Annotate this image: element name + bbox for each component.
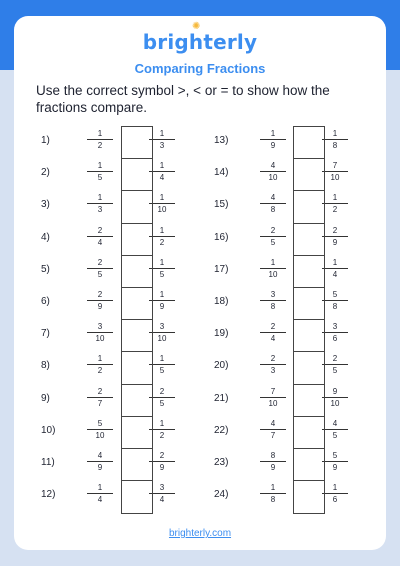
problem-number: 11)	[41, 457, 55, 468]
numerator: 1	[149, 193, 175, 204]
fraction-left	[87, 483, 113, 505]
fraction-left	[260, 258, 286, 280]
denominator: 7	[97, 398, 103, 408]
fraction-left	[260, 322, 286, 344]
denominator: 10	[157, 334, 167, 344]
fraction-right	[322, 354, 348, 376]
problem-number: 10)	[41, 424, 56, 436]
fraction-left	[87, 322, 113, 344]
denominator: 9	[159, 302, 165, 311]
fraction-left	[260, 354, 286, 376]
denominator: 5	[332, 430, 338, 440]
numerator: 7	[260, 387, 286, 398]
footer-link[interactable]: brighterly.com	[168, 528, 232, 539]
answer-box[interactable]	[294, 159, 324, 191]
problem-number: 9)	[41, 392, 50, 404]
numerator: 3	[149, 483, 175, 494]
denominator: 5	[159, 398, 165, 408]
fraction-left	[87, 354, 113, 376]
problem-number: 12)	[41, 489, 56, 501]
fraction-left	[87, 451, 113, 473]
numerator: 1	[149, 161, 175, 172]
denominator: 4	[97, 237, 103, 247]
answer-box[interactable]	[122, 320, 152, 352]
numerator: 4	[87, 451, 113, 462]
problem-number: 16)	[214, 231, 229, 243]
numerator: 1	[149, 290, 175, 301]
answer-box[interactable]	[122, 224, 152, 256]
denominator: 9	[270, 463, 276, 472]
fraction-left	[260, 129, 286, 151]
fraction-left	[87, 193, 113, 215]
problem-number: 2)	[41, 167, 50, 179]
problem-number: 4)	[41, 231, 50, 243]
numerator: 2	[260, 226, 286, 237]
numerator: 2	[149, 387, 175, 398]
answer-box[interactable]	[122, 352, 152, 384]
answer-box[interactable]	[122, 159, 152, 191]
numerator: 1	[260, 483, 286, 494]
denominator: 9	[270, 141, 276, 150]
answer-box[interactable]	[294, 191, 324, 223]
denominator: 5	[270, 237, 276, 247]
denominator: 3	[159, 141, 165, 150]
denominator: 8	[270, 205, 276, 215]
problem-number: 18)	[214, 296, 229, 307]
denominator: 5	[97, 269, 103, 279]
numerator: 4	[322, 419, 348, 430]
answer-box[interactable]	[294, 481, 324, 513]
denominator: 4	[332, 269, 338, 279]
fraction-right	[322, 387, 348, 409]
denominator: 2	[159, 430, 165, 440]
problem-number: 19)	[214, 328, 229, 340]
fraction-left	[87, 258, 113, 280]
denominator: 9	[332, 237, 338, 247]
numerator: 2	[87, 290, 113, 301]
numerator: 3	[322, 322, 348, 333]
denominator: 10	[330, 173, 340, 183]
fraction-left	[87, 226, 113, 248]
answer-box[interactable]	[294, 352, 324, 384]
denominator: 9	[332, 463, 338, 472]
answer-box[interactable]	[294, 417, 324, 449]
numerator: 2	[322, 226, 348, 237]
problem-number: 17)	[214, 263, 229, 275]
problem-number: 8)	[41, 360, 50, 372]
answer-box[interactable]	[122, 385, 152, 417]
denominator: 2	[332, 205, 338, 215]
answer-box[interactable]	[294, 224, 324, 256]
fraction-left	[87, 387, 113, 409]
problem-number: 3)	[41, 199, 50, 211]
numerator: 1	[149, 226, 175, 237]
answer-box[interactable]	[294, 320, 324, 352]
denominator: 4	[159, 173, 165, 183]
denominator: 10	[95, 334, 105, 344]
numerator: 1	[149, 419, 175, 430]
numerator: 1	[149, 129, 175, 140]
denominator: 8	[332, 141, 338, 150]
answer-box[interactable]	[122, 256, 152, 288]
fraction-left	[260, 387, 286, 409]
numerator: 2	[322, 354, 348, 365]
denominator: 4	[159, 495, 165, 505]
fraction-left	[87, 290, 113, 312]
problem-number: 5)	[41, 263, 50, 275]
problem-number: 15)	[214, 199, 229, 211]
answer-column-right	[293, 126, 325, 514]
denominator: 5	[159, 269, 165, 279]
worksheet	[14, 16, 386, 550]
fraction-left	[260, 226, 286, 248]
answer-column-left	[121, 126, 153, 514]
numerator: 9	[322, 387, 348, 398]
fraction-right	[322, 258, 348, 280]
answer-box[interactable]	[294, 127, 324, 159]
denominator: 5	[159, 366, 165, 376]
fraction-right	[322, 419, 348, 441]
numerator: 2	[149, 451, 175, 462]
numerator: 1	[260, 258, 286, 269]
denominator: 9	[97, 463, 103, 472]
denominator: 10	[95, 430, 105, 440]
problem-number: 23)	[214, 457, 229, 468]
fraction-left	[87, 129, 113, 151]
fraction-right	[322, 193, 348, 215]
fraction-left	[87, 419, 113, 441]
denominator: 8	[270, 495, 276, 505]
numerator: 8	[260, 451, 286, 462]
numerator: 4	[260, 161, 286, 172]
problem-number: 13)	[214, 135, 229, 146]
fraction-left	[260, 161, 286, 183]
numerator: 3	[149, 322, 175, 333]
fraction-right	[322, 322, 348, 344]
problem-number: 6)	[41, 296, 50, 307]
fraction-right	[322, 129, 348, 151]
denominator: 6	[332, 334, 338, 344]
numerator: 1	[322, 193, 348, 204]
denominator: 7	[270, 430, 276, 440]
numerator: 1	[260, 129, 286, 140]
denominator: 9	[97, 302, 103, 311]
numerator: 3	[87, 322, 113, 333]
answer-box[interactable]	[122, 449, 152, 481]
fraction-right	[322, 451, 348, 473]
fraction-left	[87, 161, 113, 183]
fraction-left	[260, 483, 286, 505]
numerator: 1	[322, 129, 348, 140]
answer-box[interactable]	[122, 127, 152, 159]
numerator: 1	[149, 354, 175, 365]
denominator: 8	[270, 302, 276, 311]
answer-box[interactable]	[122, 288, 152, 320]
denominator: 5	[97, 173, 103, 183]
denominator: 9	[159, 463, 165, 472]
numerator: 5	[322, 290, 348, 301]
problem-number: 1)	[41, 135, 50, 146]
numerator: 1	[87, 129, 113, 140]
numerator: 1	[87, 193, 113, 204]
numerator: 1	[87, 483, 113, 494]
numerator: 2	[87, 226, 113, 237]
denominator: 6	[332, 495, 338, 505]
denominator: 4	[270, 334, 276, 344]
numerator: 4	[260, 193, 286, 204]
numerator: 7	[322, 161, 348, 172]
page-title: Comparing Fractions	[134, 61, 266, 76]
denominator: 10	[330, 398, 340, 408]
denominator: 2	[97, 141, 103, 150]
denominator: 4	[97, 495, 103, 505]
numerator: 5	[87, 419, 113, 430]
fraction-left	[260, 451, 286, 473]
sun-icon: ✺	[192, 21, 201, 32]
numerator: 2	[87, 387, 113, 398]
brand-logo	[14, 21, 386, 54]
denominator: 10	[268, 173, 278, 183]
brand-name: brighterly	[142, 30, 258, 54]
answer-box[interactable]	[294, 288, 324, 320]
numerator: 2	[87, 258, 113, 269]
fraction-right	[322, 483, 348, 505]
instructions: Use the correct symbol >, < or = to show how the fractions compare.	[36, 83, 330, 115]
fraction-left	[260, 290, 286, 312]
numerator: 1	[322, 258, 348, 269]
fraction-right	[322, 161, 348, 183]
denominator: 10	[268, 398, 278, 408]
numerator: 1	[87, 161, 113, 172]
numerator: 1	[87, 354, 113, 365]
denominator: 10	[268, 269, 278, 279]
numerator: 3	[260, 290, 286, 301]
answer-box[interactable]	[122, 191, 152, 223]
denominator: 5	[332, 366, 338, 376]
fraction-left	[260, 419, 286, 441]
problem-number: 14)	[214, 167, 229, 179]
numerator: 1	[149, 258, 175, 269]
problem-number: 21)	[214, 392, 229, 404]
denominator: 2	[97, 366, 103, 376]
answer-box[interactable]	[122, 481, 152, 513]
problem-number: 7)	[41, 328, 50, 340]
fraction-right	[322, 290, 348, 312]
problem-number: 22)	[214, 424, 229, 436]
problem-number: 20)	[214, 360, 229, 372]
numerator: 2	[260, 322, 286, 333]
denominator: 2	[159, 237, 165, 247]
fraction-left	[260, 193, 286, 215]
denominator: 10	[157, 205, 167, 215]
numerator: 5	[322, 451, 348, 462]
denominator: 3	[270, 366, 276, 376]
numerator: 4	[260, 419, 286, 430]
numerator: 1	[322, 483, 348, 494]
problem-number: 24)	[214, 489, 229, 501]
denominator: 8	[332, 302, 338, 311]
denominator: 3	[97, 205, 103, 215]
answer-box[interactable]	[122, 417, 152, 449]
numerator: 2	[260, 354, 286, 365]
fraction-right	[322, 226, 348, 248]
answer-box[interactable]	[294, 256, 324, 288]
answer-box[interactable]	[294, 449, 324, 481]
answer-box[interactable]	[294, 385, 324, 417]
